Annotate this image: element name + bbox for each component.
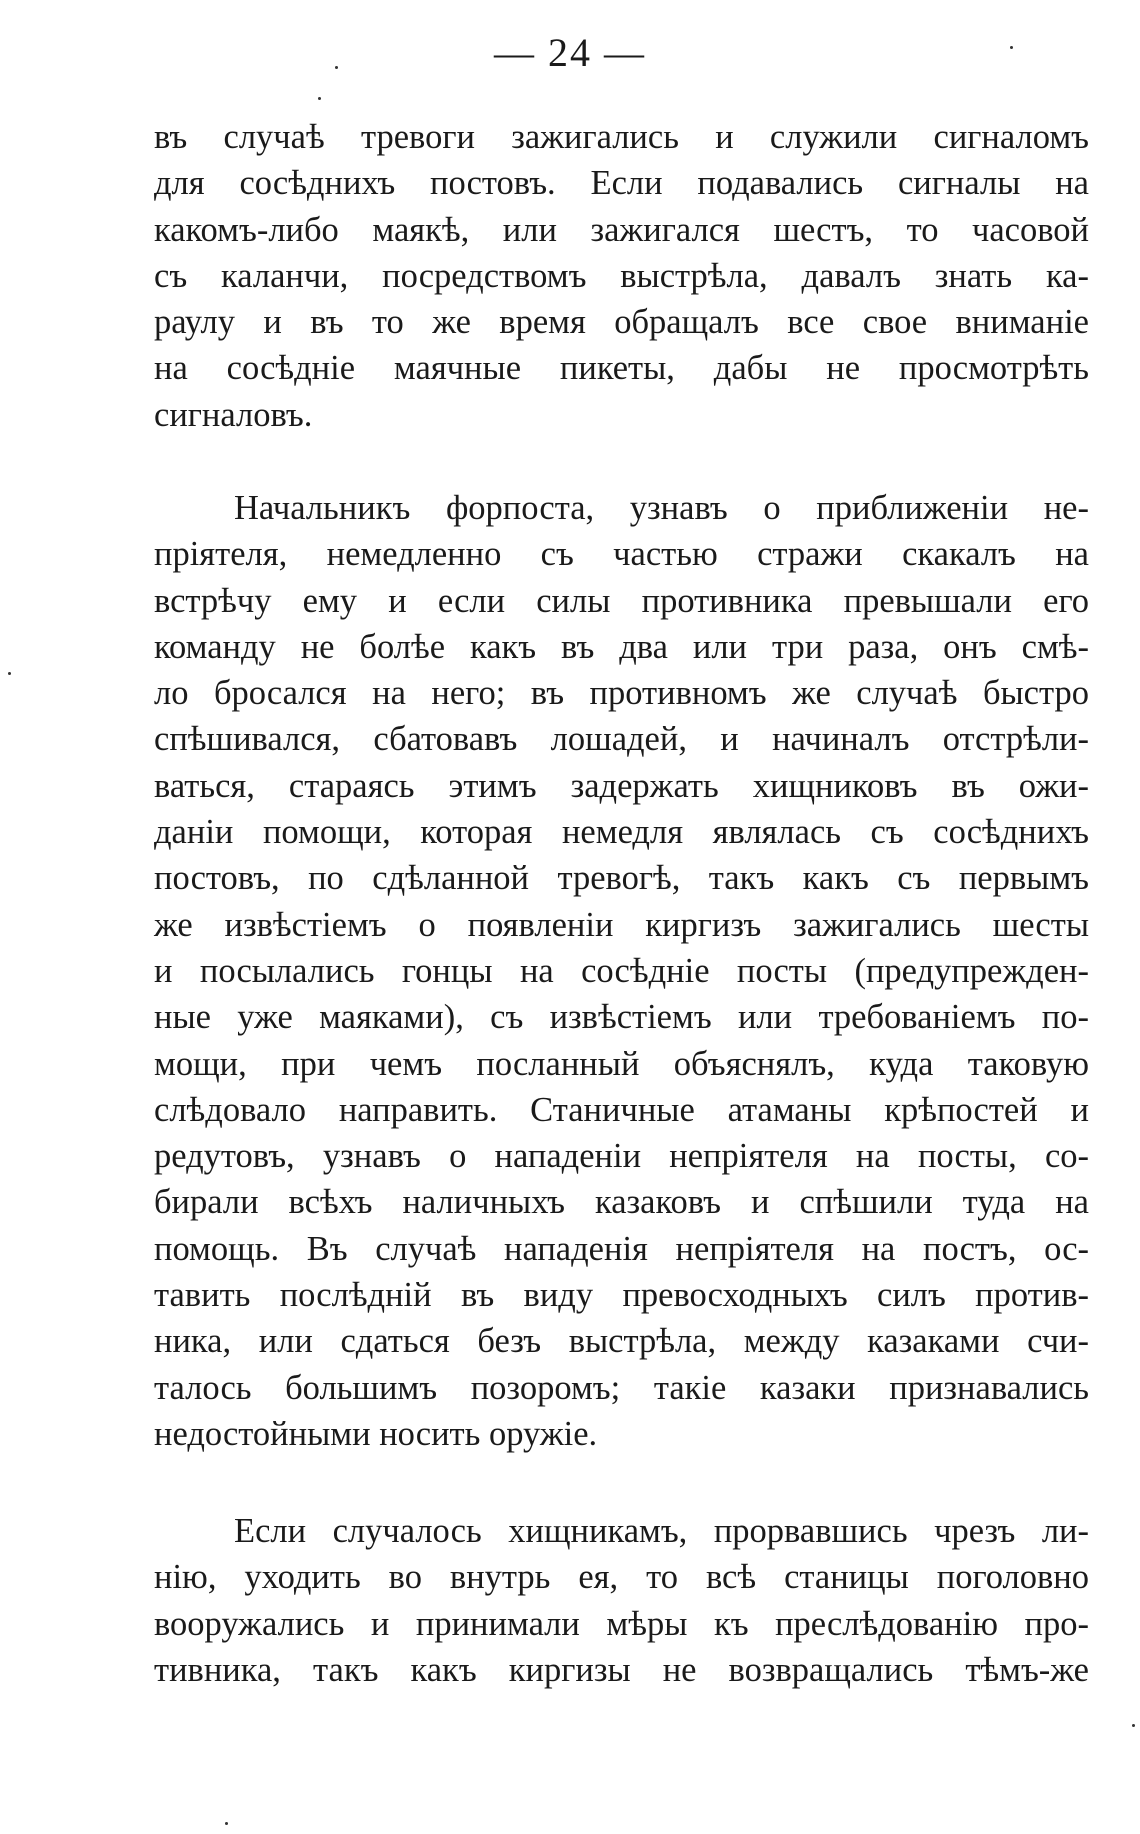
- scan-speck: [335, 66, 338, 69]
- paragraph-3: [154, 1508, 1089, 1693]
- text-line: ло бросался на него; въ противномъ же случаѣ быстро: [154, 674, 1089, 713]
- text-line: сигналовъ.: [154, 395, 313, 434]
- text-line: талось большимъ позоромъ; такіе казаки признавались: [154, 1368, 1089, 1407]
- text-line: мощи, при чемъ посланный объяснялъ, куда таковую: [154, 1044, 1089, 1083]
- text-line: раулу и въ то же время обращалъ все свое вниманіе: [154, 303, 1089, 342]
- text-line: ника, или сдаться безъ выстрѣла, между казаками счи-: [154, 1322, 1089, 1361]
- text-line: и посылались гонцы на сосѣдніе посты (предупрежден-: [154, 951, 1089, 990]
- paragraph-2: [154, 485, 1089, 1457]
- text-line: вооружались и принимали мѣры къ преслѣдованію про-: [154, 1604, 1089, 1643]
- text-line: тавить послѣдній въ виду превосходныхъ силъ против-: [154, 1276, 1089, 1315]
- scan-speck: [8, 672, 11, 675]
- text-line: съ каланчи, посредствомъ выстрѣла, давалъ знать ка-: [154, 256, 1089, 295]
- text-line: встрѣчу ему и если силы противника превышали его: [154, 581, 1089, 620]
- scan-speck: [225, 1822, 228, 1825]
- text-line: ваться, стараясь этимъ задержать хищниковъ въ ожи-: [154, 766, 1089, 805]
- text-line: Начальникъ форпоста, узнавъ о приближеніи не-: [234, 489, 1089, 527]
- text-line: недостойными носить оружіе.: [154, 1414, 598, 1453]
- text-line: для сосѣднихъ постовъ. Если подавались сигналы на: [154, 164, 1089, 203]
- text-line: спѣшивался, сбатовавъ лошадей, и начиналъ отстрѣли-: [154, 720, 1089, 759]
- scan-speck: [1132, 1724, 1135, 1727]
- text-line: тивника, такъ какъ киргизы не возвращались тѣмъ-же: [154, 1650, 1089, 1689]
- text-line: помощь. Въ случаѣ нападенія непріятеля на постъ, ос-: [154, 1229, 1089, 1268]
- text-line: ные уже маяками), съ извѣстіемъ или требованіемъ по-: [154, 998, 1089, 1037]
- text-line: на сосѣдніе маячные пикеты, дабы не просмотрѣть: [154, 349, 1089, 388]
- text-line: команду не болѣе какъ въ два или три раза, онъ смѣ-: [154, 627, 1089, 666]
- page-number: — 24 —: [494, 30, 646, 75]
- scan-speck: [318, 97, 321, 100]
- text-line: редутовъ, узнавъ о нападеніи непріятеля на посты, со-: [154, 1137, 1089, 1176]
- text-line: же извѣстіемъ о появленіи киргизъ зажигались шесты: [154, 905, 1089, 944]
- text-line: слѣдовало направить. Станичные атаманы крѣпостей и: [154, 1090, 1089, 1129]
- text-line: Если случалось хищникамъ, прорвавшись чрезъ ли-: [234, 1512, 1089, 1550]
- text-line: въ случаѣ тревоги зажигались и служили сигналомъ: [154, 118, 1089, 156]
- paragraph-1: [154, 114, 1089, 438]
- text-line: бирали всѣхъ наличныхъ казаковъ и спѣшили туда на: [154, 1183, 1089, 1222]
- text-line: пріятеля, немедленно съ частью стражи скакалъ на: [154, 535, 1089, 574]
- text-line: какомъ-либо маякѣ, или зажигался шестъ, то часовой: [154, 210, 1089, 249]
- text-line: даніи помощи, которая немедля являлась съ сосѣднихъ: [154, 813, 1089, 852]
- scan-speck: [1010, 46, 1013, 49]
- text-line: нію, уходить во внутрь ея, то всѣ станицы поголовно: [154, 1558, 1089, 1597]
- text-line: постовъ, по сдѣланной тревогѣ, такъ какъ съ первымъ: [154, 859, 1089, 898]
